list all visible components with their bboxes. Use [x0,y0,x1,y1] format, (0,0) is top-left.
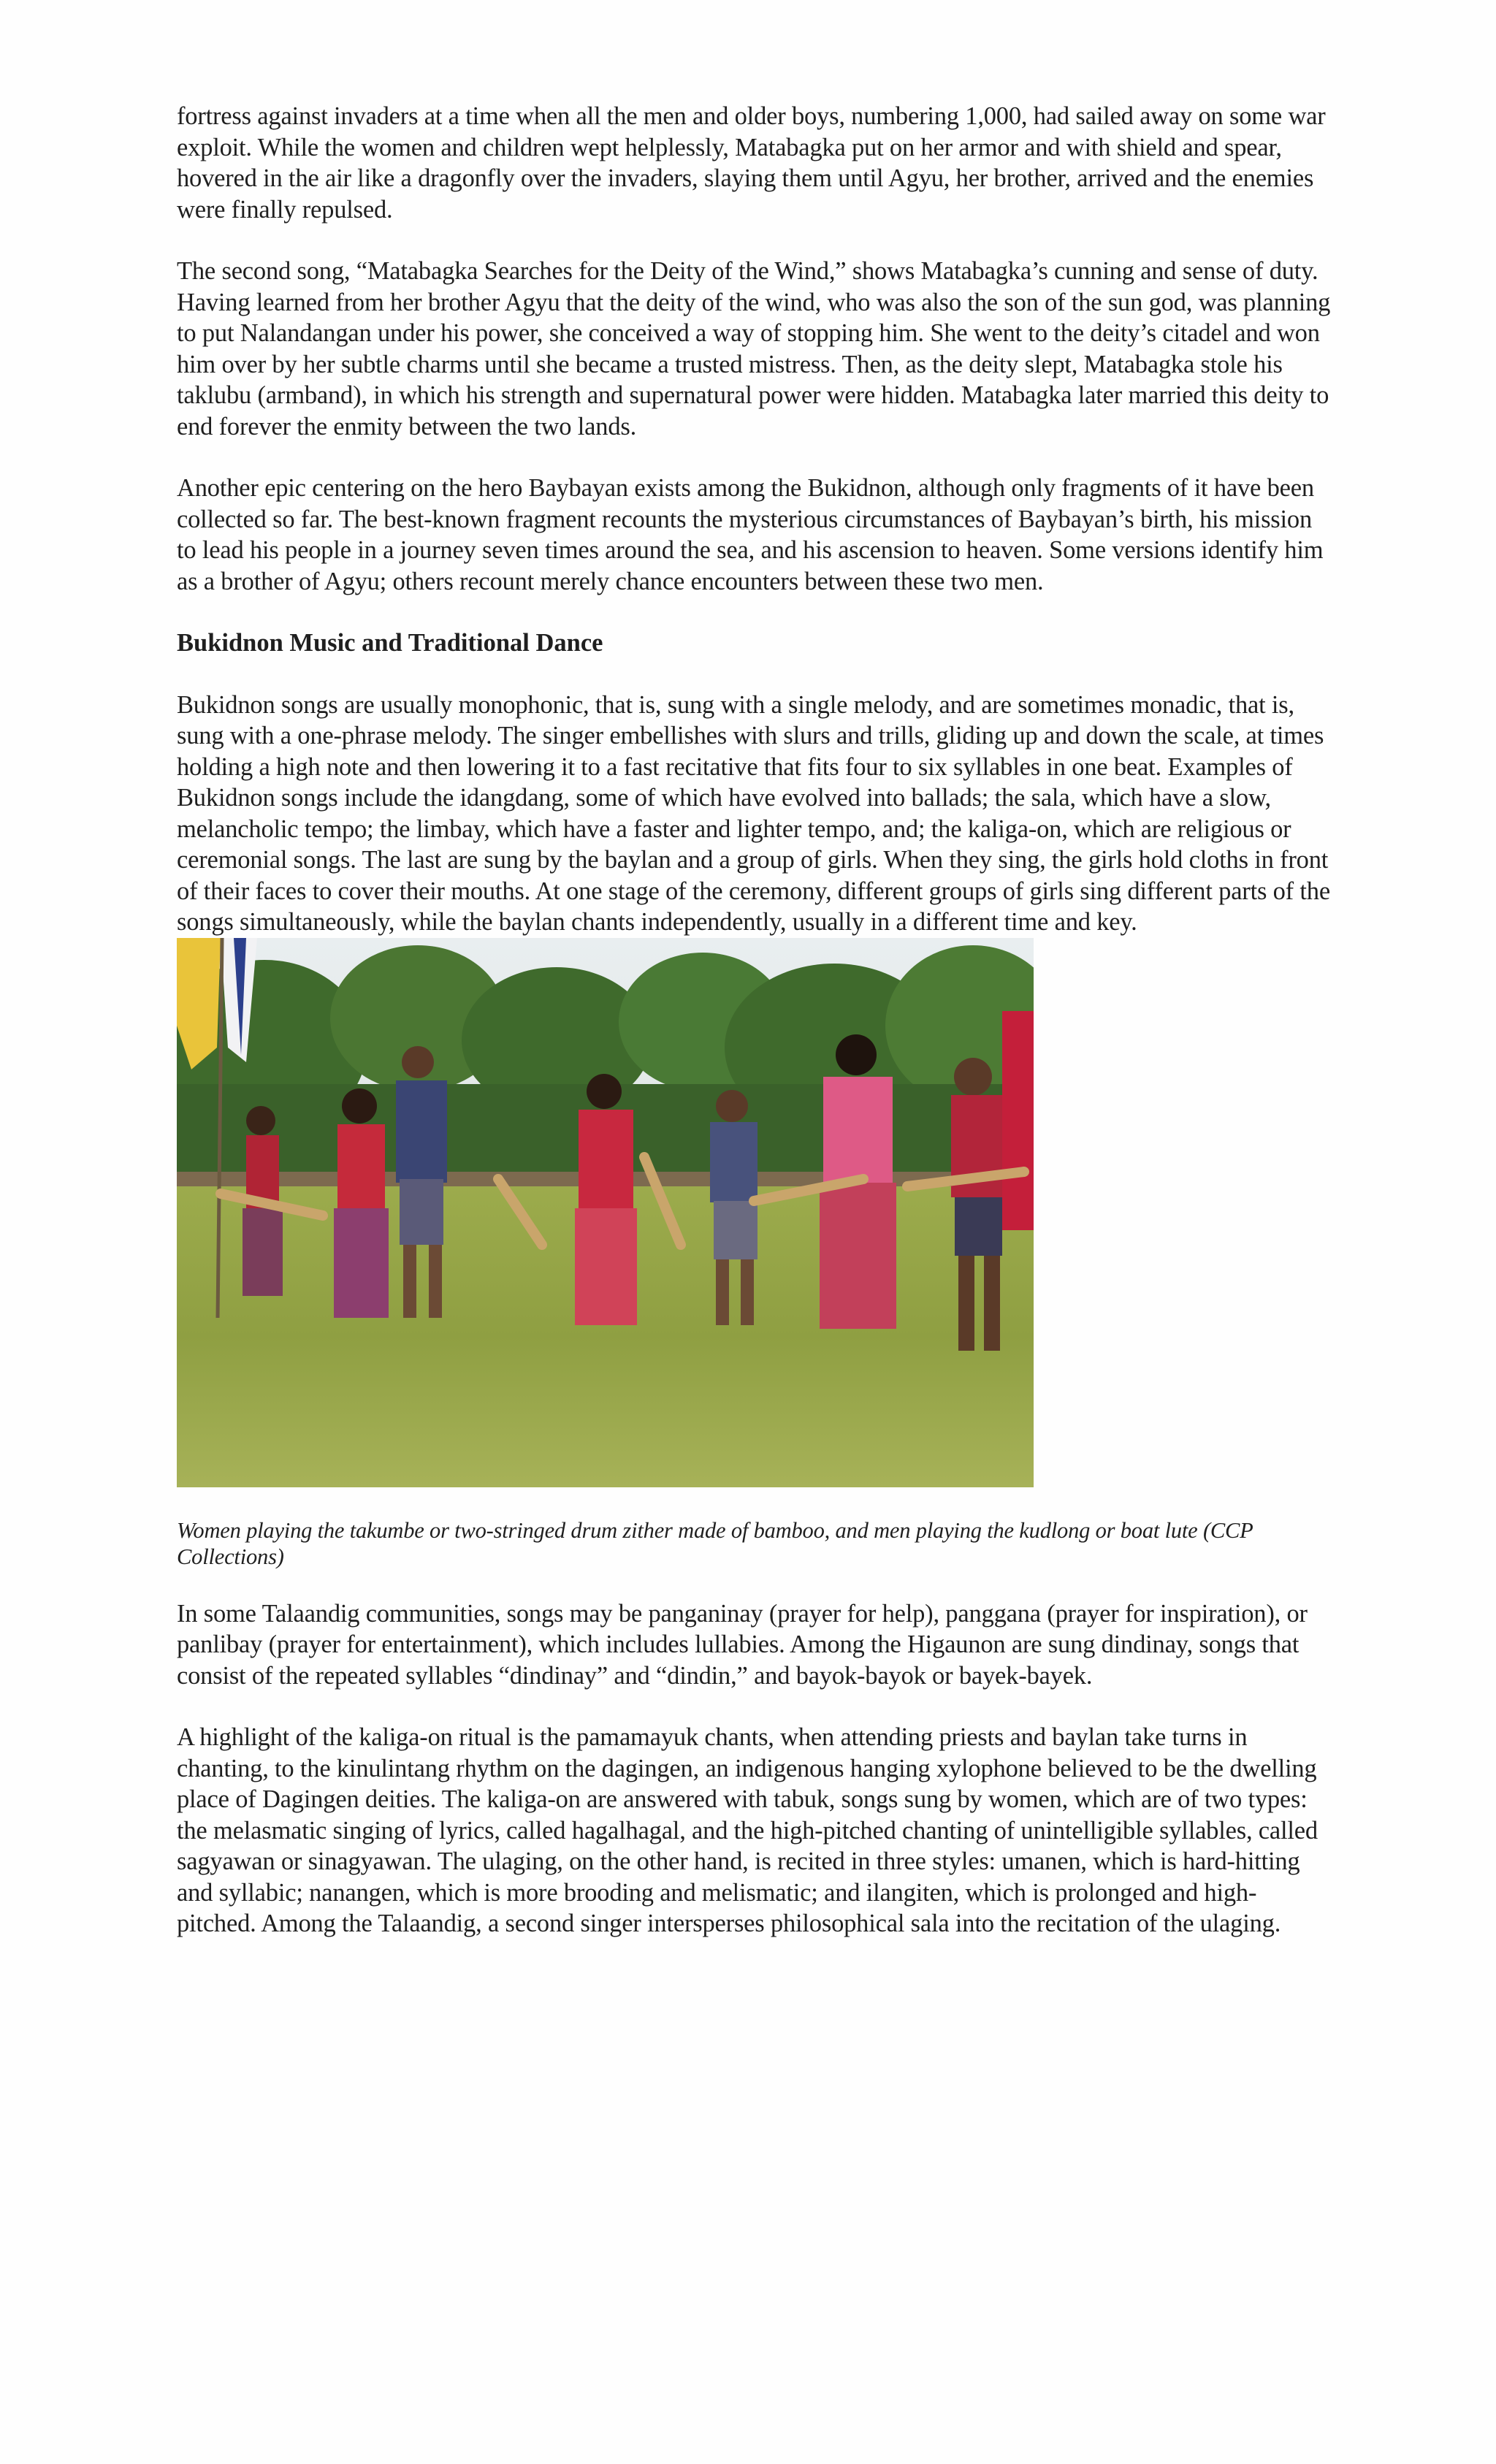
section-heading: Bukidnon Music and Traditional Dance [177,629,603,657]
paragraph-bukidnon-songs: Bukidnon songs are usually monophonic, that is, sung with a single melody, and are sometimes monadic, that is, sung with a one-phrase melody. The singer embellishes with slurs and trills, gliding up and down the scale, at times holding a high note and then lowering it to a fast recitative that fits four to six syllables in one beat. Examples of Bukidnon songs include the idangdang, some of which have evolved into ballads; the sala, which have a slow, melancholic tempo; the limbay, which have a faster and lighter tempo, and; the kaliga-on, which are religious or ceremonial songs. The last are sung by the baylan and a group of girls. When they sing, the girls hold cloths in front of their faces to cover their mouths. At one stage of the ceremony, different groups of girls sing different parts of the songs simultaneously, while the baylan chants independently, usually in a different time and key. [177,690,1330,936]
dance-photo [177,938,1034,1487]
paragraph-baybayan-epic: Another epic centering on the hero Baybayan exists among the Bukidnon, although only fragments of it have been collected so far. The best-known fragment recounts the mysterious circumstances of Baybayan’s birth, his mission to lead his people in a journey seven times around the sea, and his ascension to heaven. Some versions identify him as a brother of Agyu; others recount merely chance encounters between these two men. [177,474,1324,595]
figure-caption: Women playing the takumbe or two-stringed drum zither made of bamboo, and men playing the kudlong or boat lute (CCP Collections) [177,1517,1253,1569]
paragraph-matabagka-fortress: fortress against invaders at a time when all the men and older boys, numbering 1,000, had sailed away on some war exploit. While the women and children wept helplessly, Matabagka put on her armor and with shield and spear, hovered in the air like a dragonfly over the invaders, slaying them until Agyu, her brother, arrived and the enemies were finally repulsed. [177,102,1326,224]
paragraph-kaliga-on-ritual: A highlight of the kaliga-on ritual is the pamamayuk chants, when attending priests and baylan take turns in chanting, to the kinulintang rhythm on the dagingen, an indigenous hanging xylophone believed to be the dwelling place of Dagingen deities. The kaliga-on are answered with tabuk, songs sung by women, which are of two types: the melasmatic singing of lyrics, called hagalhagal, and the high-pitched chanting of unintelligible syllables, called sagyawan or sinagyawan. The ulaging, on the other hand, is recited in three styles: umanen, which is hard-hitting and syllabic; nanangen, which is more brooding and melismatic; and ilangiten, which is prolonged and high-pitched. Among the Talaandig, a second singer intersperses philosophical sala into the recitation of the ulaging. [177,1723,1318,1937]
paragraph-talaandig-songs: In some Talaandig communities, songs may be panganinay (prayer for help), panggana (prayer for inspiration), or panlibay (prayer for entertainment), which includes lullabies. Among the Higaunon are sung dindinay, songs that consist of the repeated syllables “dindinay” and “dindin,” and bayok-bayok or bayek-bayek. [177,1599,1308,1690]
paragraph-matabagka-deity-wind: The second song, “Matabagka Searches for the Deity of the Wind,” shows Matabagka’s cunning and sense of duty. Having learned from her brother Agyu that the deity of the wind, who was also the son of the sun god, was planning to put Nalandangan under his power, she conceived a way of stopping him. She went to the deity’s citadel and won him over by her subtle charms until she became a trusted mistress. Then, as the deity slept, Matabagka stole his taklubu (armband), in which his strength and supernatural power were hidden. Matabagka later married this deity to end forever the enmity between the two lands. [177,257,1331,440]
document-page [177,101,1331,1970]
